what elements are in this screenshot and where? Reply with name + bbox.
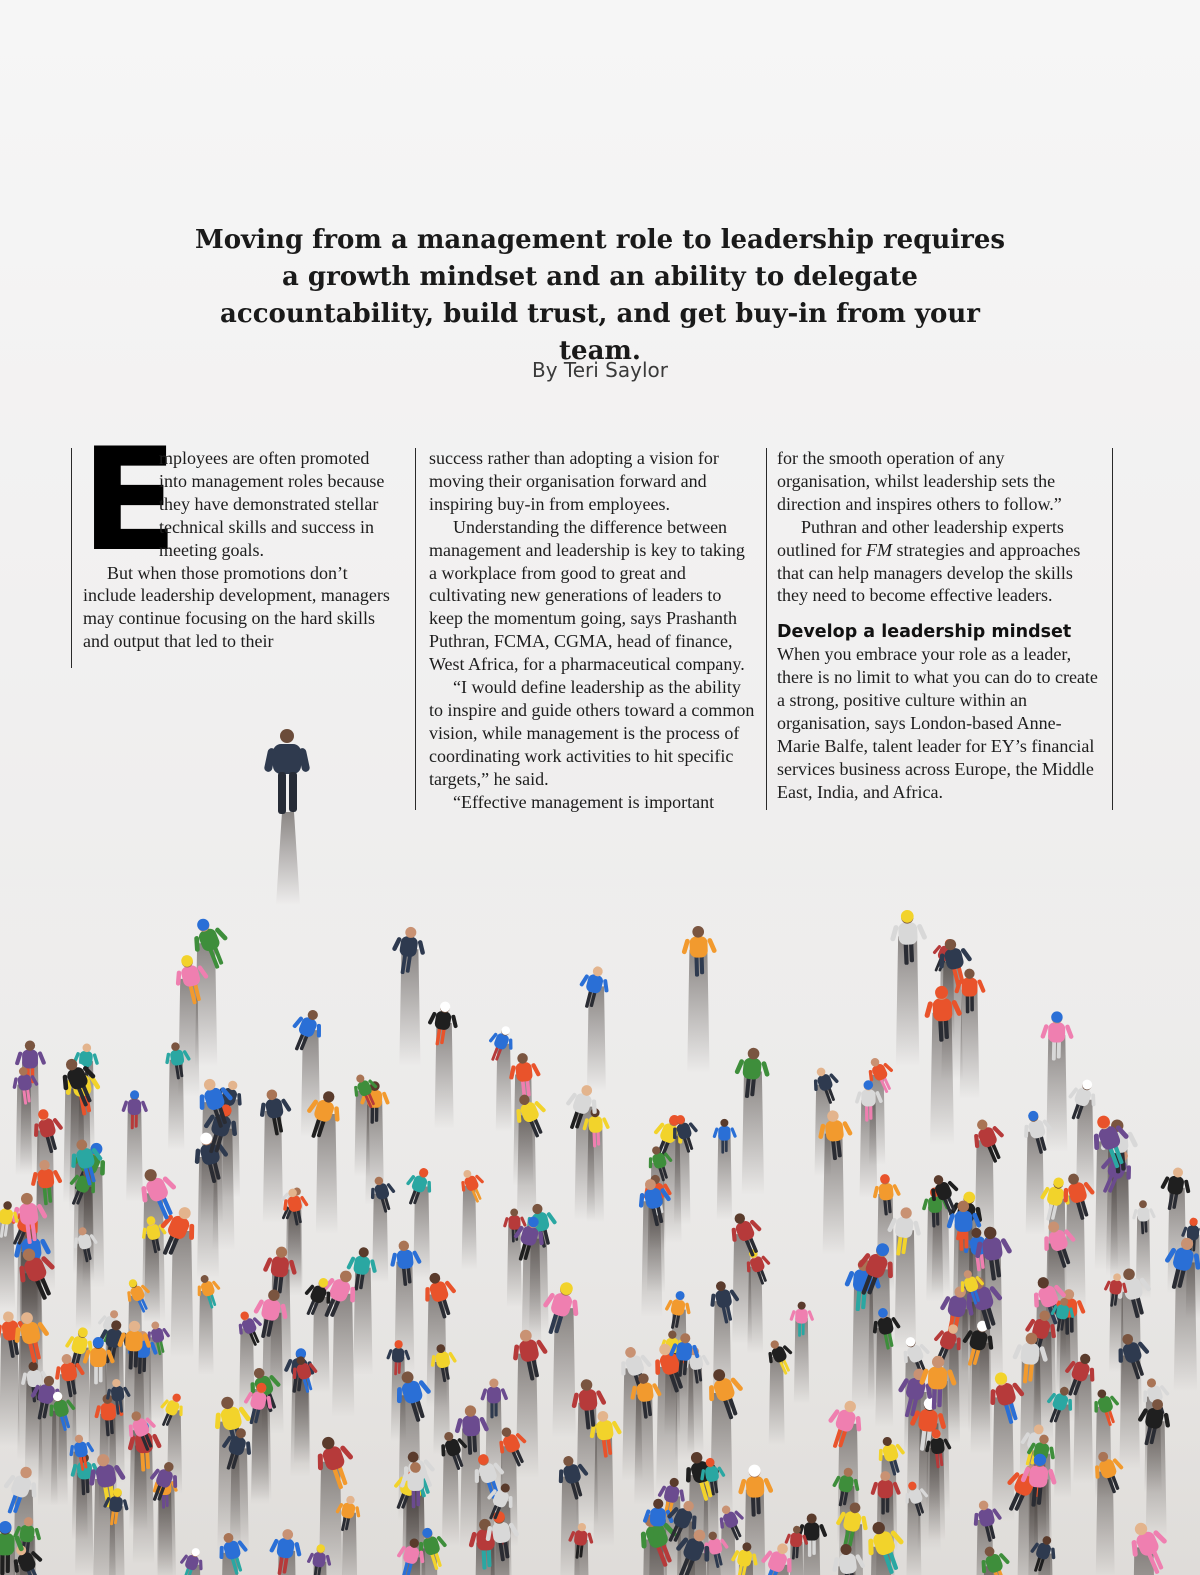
figure-shadow: [794, 1318, 810, 1404]
paragraph: When you embrace your role as a leader, there is no limit to what you can do to create a strong, positive culture within an organisation, says London-based Anne-Marie Balfe, talent leader for EY’s financial services business across Europe, the Middle East, India, and Africa.: [777, 644, 1098, 802]
column-rule-left-1: [71, 448, 72, 668]
paragraph-text: strategies and approaches that can help managers develop the skills they need to become effective leaders.: [777, 539, 1081, 606]
paragraph: But when those promotions don’t include leadership development, managers may continue focusing on the hard skills and output that led to their: [83, 562, 390, 652]
figure-shadow: [769, 1357, 785, 1445]
article-standfirst: Moving from a management role to leadership requires a growth mindset and an ability to delegate accountability, build trust, and get buy-in from your team.: [194, 225, 1006, 366]
figure-shadow: [717, 1135, 732, 1220]
figure-shadow: [462, 1186, 477, 1270]
column-rule-left-3: [766, 448, 767, 810]
figure-shadow: [960, 990, 980, 1099]
intro-text: mployees are often promoted into management roles because they have demonstrated stellar technical skills and success in meeting goals.: [159, 448, 385, 560]
intro-paragraph: [81, 418, 393, 583]
article-column-1: [81, 418, 393, 653]
magazine-name: FM: [865, 539, 892, 560]
byline: By Teri Saylor: [532, 358, 668, 382]
paragraph: success rather than adopting a vision for moving their organisation forward and inspiring buy-in from employees.: [429, 448, 719, 514]
figure-shadow: [860, 1100, 878, 1198]
paragraph-text: Puthran and other leadership experts outlined for: [777, 516, 1064, 560]
section-subhead: Develop a leadership mindset: [777, 622, 1072, 643]
figure-shadow: [1026, 1132, 1045, 1235]
paragraph: “I would define leadership as the ability to inspire and guide others toward a common vision, while management is the process of coordinating work activities to hit specific targets,” he said.: [429, 677, 755, 789]
drop-cap: E: [81, 418, 175, 583]
paragraph: Understanding the difference between management and leadership is key to taking a workplace from good to great and cultivating new generations of leaders to keep the momentum going, says Prashanth Puthran, FCMA, CGMA, head of finance, West Africa, for a pharmaceutical company.: [429, 516, 745, 675]
figure-shadow: [587, 986, 606, 1091]
figure-shadow: [1046, 1035, 1067, 1152]
figure-shadow: [142, 1193, 165, 1322]
paragraph: “Effective management is important: [453, 791, 715, 812]
column-rule-right: [1112, 448, 1113, 810]
column-rule-left-2: [415, 448, 416, 810]
article-column-3: [777, 447, 1099, 804]
figure-shadow: [126, 1109, 143, 1201]
paragraph: [777, 516, 1099, 608]
article-column-2: [429, 447, 755, 814]
paragraph: for the smooth operation of any organisation, whilst leadership sets the direction and inspires others to follow.”: [777, 448, 1062, 514]
